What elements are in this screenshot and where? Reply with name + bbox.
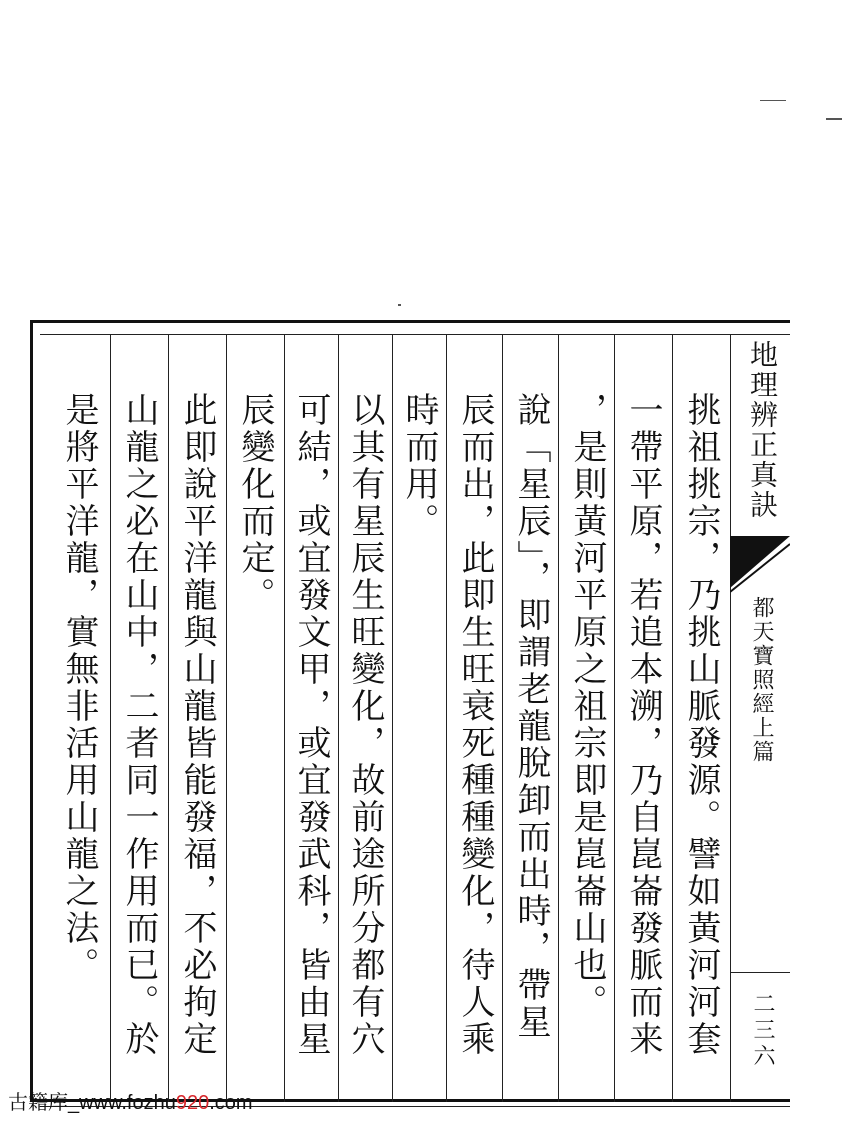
column-rule xyxy=(168,334,169,1102)
column-rule xyxy=(226,334,227,1102)
watermark-footer xyxy=(8,1086,253,1115)
column-rule xyxy=(338,334,339,1102)
watermark-mid: _www. xyxy=(68,1092,127,1114)
frame-inner-top-rule xyxy=(40,334,790,335)
chapter-title: 都天寶照經上篇 xyxy=(749,596,774,764)
column-rule xyxy=(446,334,447,1102)
column-rule xyxy=(730,334,731,1102)
column-rule xyxy=(558,334,559,1102)
column-rule xyxy=(502,334,503,1102)
text-column-1: 挑祖挑宗，乃挑山脈發源。譬如黃河河套 xyxy=(681,392,721,1058)
watermark-fozhu: fozhu xyxy=(126,1092,176,1114)
scan-speck xyxy=(826,118,842,120)
column-rule xyxy=(614,334,615,1102)
watermark-number: 920 xyxy=(175,1092,210,1114)
fishtail-mark xyxy=(730,536,790,600)
column-rule xyxy=(392,334,393,1102)
margin-divider xyxy=(730,972,790,973)
text-column-5: 辰而出，此即生旺衰死種種變化，待人乘 xyxy=(455,392,495,1058)
text-column-9: 辰變化而定。 xyxy=(235,392,275,614)
text-column-7: 以其有星辰生旺變化，故前途所分都有穴 xyxy=(345,392,385,1058)
scan-speck xyxy=(398,304,401,306)
column-rule xyxy=(284,334,285,1102)
text-column-4: 說「星辰」，即謂老龍脫卸而出時，帶星 xyxy=(511,392,551,1041)
scan-speck xyxy=(760,100,786,101)
column-rule xyxy=(672,334,673,1102)
column-rule xyxy=(110,334,111,1102)
text-column-11: 山龍之必在山中，二者同一作用而已。於 xyxy=(119,392,159,1058)
text-column-10: 此即說平洋龍與山龍皆能發福，不必拘定 xyxy=(177,392,217,1058)
book-title: 地理辨正真訣 xyxy=(746,340,779,520)
watermark-suffix: .com xyxy=(209,1092,253,1114)
page-number: 二三六 xyxy=(750,992,775,1070)
text-column-12: 是將平洋龍，實無非活用山龍之法。 xyxy=(59,392,99,984)
text-column-6: 時而用。 xyxy=(399,392,439,540)
watermark-prefix: 古籍库 xyxy=(8,1092,68,1114)
text-column-3: ，是則黃河平原之祖宗即是崑崙山也。 xyxy=(567,392,607,1021)
text-column-8: 可結，或宜發文甲，或宜發武科，皆由星 xyxy=(291,392,331,1058)
text-column-2: 一帶平原，若追本溯，乃自崑崙發脈而来 xyxy=(623,392,663,1058)
